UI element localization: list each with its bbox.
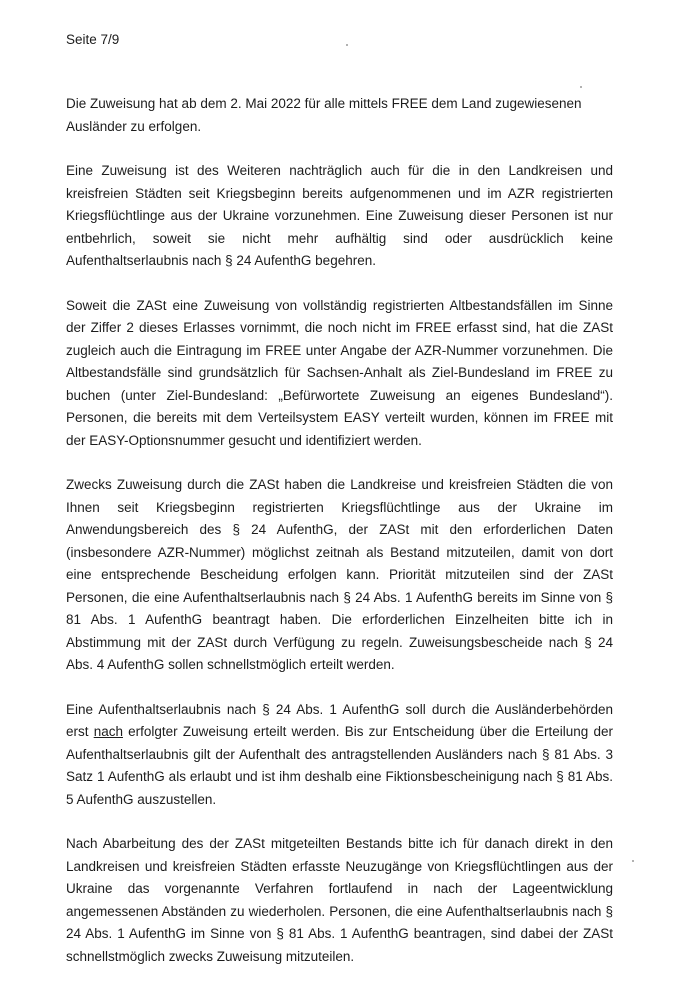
scan-speck — [632, 860, 634, 862]
scan-speck — [580, 86, 582, 88]
paragraph-residence-permit-part1: Eine Aufenthaltserlaubnis nach § 24 Abs. 1 AufenthG soll durch die Ausländerbehörden erst — [66, 701, 613, 739]
paragraph-residence-permit — [66, 699, 613, 812]
paragraph-residence-permit-part2: erfolgter Zuweisung erteilt werden. Bis zur Entscheidung über die Erteilung der Aufenthaltserlaubnis gilt der Aufenthalt des antragstellenden Ausländers nach § 81 Abs. 3 Satz 1 AufenthG als erlaubt und ist ihm deshalb eine Fiktionsbescheinigung nach § 81 Abs. 5 AufenthG auszustellen. — [66, 724, 613, 807]
page-number: Seite 7/9 — [66, 32, 120, 47]
paragraph-retroactive-assignment: Eine Zuweisung ist des Weiteren nachträglich auch für die in den Landkreisen und kreisfreien Städten seit Kriegsbeginn bereits aufgenommenen und im AZR registrierten Kriegsflüchtlinge aus der Ukraine vorzunehmen. Eine Zuweisung dieser Personen ist nur entbehrlich, soweit sie nicht mehr aufhältig sind oder ausdrücklich keine Aufenthaltserlaubnis nach § 24 AufenthG begehren. — [66, 163, 613, 268]
paragraph-assignment-date: Die Zuweisung hat ab dem 2. Mai 2022 für alle mittels FREE dem Land zugewiesenen Ausländer zu erfolgen. — [66, 96, 582, 134]
paragraph-district-reporting: Zwecks Zuweisung durch die ZASt haben die Landkreise und kreisfreien Städten die von Ihnen seit Kriegsbeginn registrierten Kriegsflüchtlinge aus der Ukraine im Anwendungsbereich des § 24 AufenthG, der ZASt mit den erforderlichen Daten (insbesondere AZR-Nummer) möglichst zeitnah als Bestand mitzuteilen, damit von dort eine entsprechende Bescheidung erfolgen kann. Priorität mitzuteilen sind der ZASt Personen, die eine Aufenthaltserlaubnis nach § 24 Abs. 1 AufenthG bereits im Sinne von § 81 Abs. 1 AufenthG beantragt haben. Die erforderlichen Einzelheiten bitte ich in Abstimmung mit der ZASt durch Verfügung zu regeln. Zuweisungsbescheide nach § 24 Abs. 4 AufenthG sollen schnellstmöglich erteilt werden. — [66, 477, 613, 672]
underlined-word-nach: nach — [93, 724, 123, 739]
paragraph-legacy-cases: Soweit die ZASt eine Zuweisung von vollständig registrierten Altbestandsfällen im Sinne der Ziffer 2 dieses Erlasses vornimmt, die noch nicht im FREE erfasst sind, hat die ZASt zugleich auch die Eintragung im FREE unter Angabe der AZR-Nummer vorzunehmen. Die Altbestandsfälle sind grundsätzlich für Sachsen-Anhalt als Ziel-Bundesland im FREE zu buchen (unter Ziel-Bundesland: „Befürwortete Zuweisung an eigenes Bundesland“). Personen, die bereits mit dem Verteilsystem EASY verteilt wurden, können im FREE mit der EASY-Optionsnummer gesucht und identifiziert werden. — [66, 297, 613, 448]
paragraph-new-arrivals: Nach Abarbeitung des der ZASt mitgeteilten Bestands bitte ich für danach direkt in den Landkreisen und kreisfreien Städten erfasste Neuzugänge von Kriegsflüchtlingen aus der Ukraine das vorgenannte Verfahren fortlaufend in nach der Lageentwicklung angemessenen Abständen zu wiederholen. Personen, die eine Aufenthaltserlaubnis nach § 24 Abs. 1 AufenthG im Sinne von § 81 Abs. 1 AufenthG beantragen, sind dabei der ZASt schnellstmöglich zwecks Zuweisung mitzuteilen. — [66, 836, 613, 964]
scan-speck — [346, 44, 348, 46]
document-body — [66, 93, 613, 990]
